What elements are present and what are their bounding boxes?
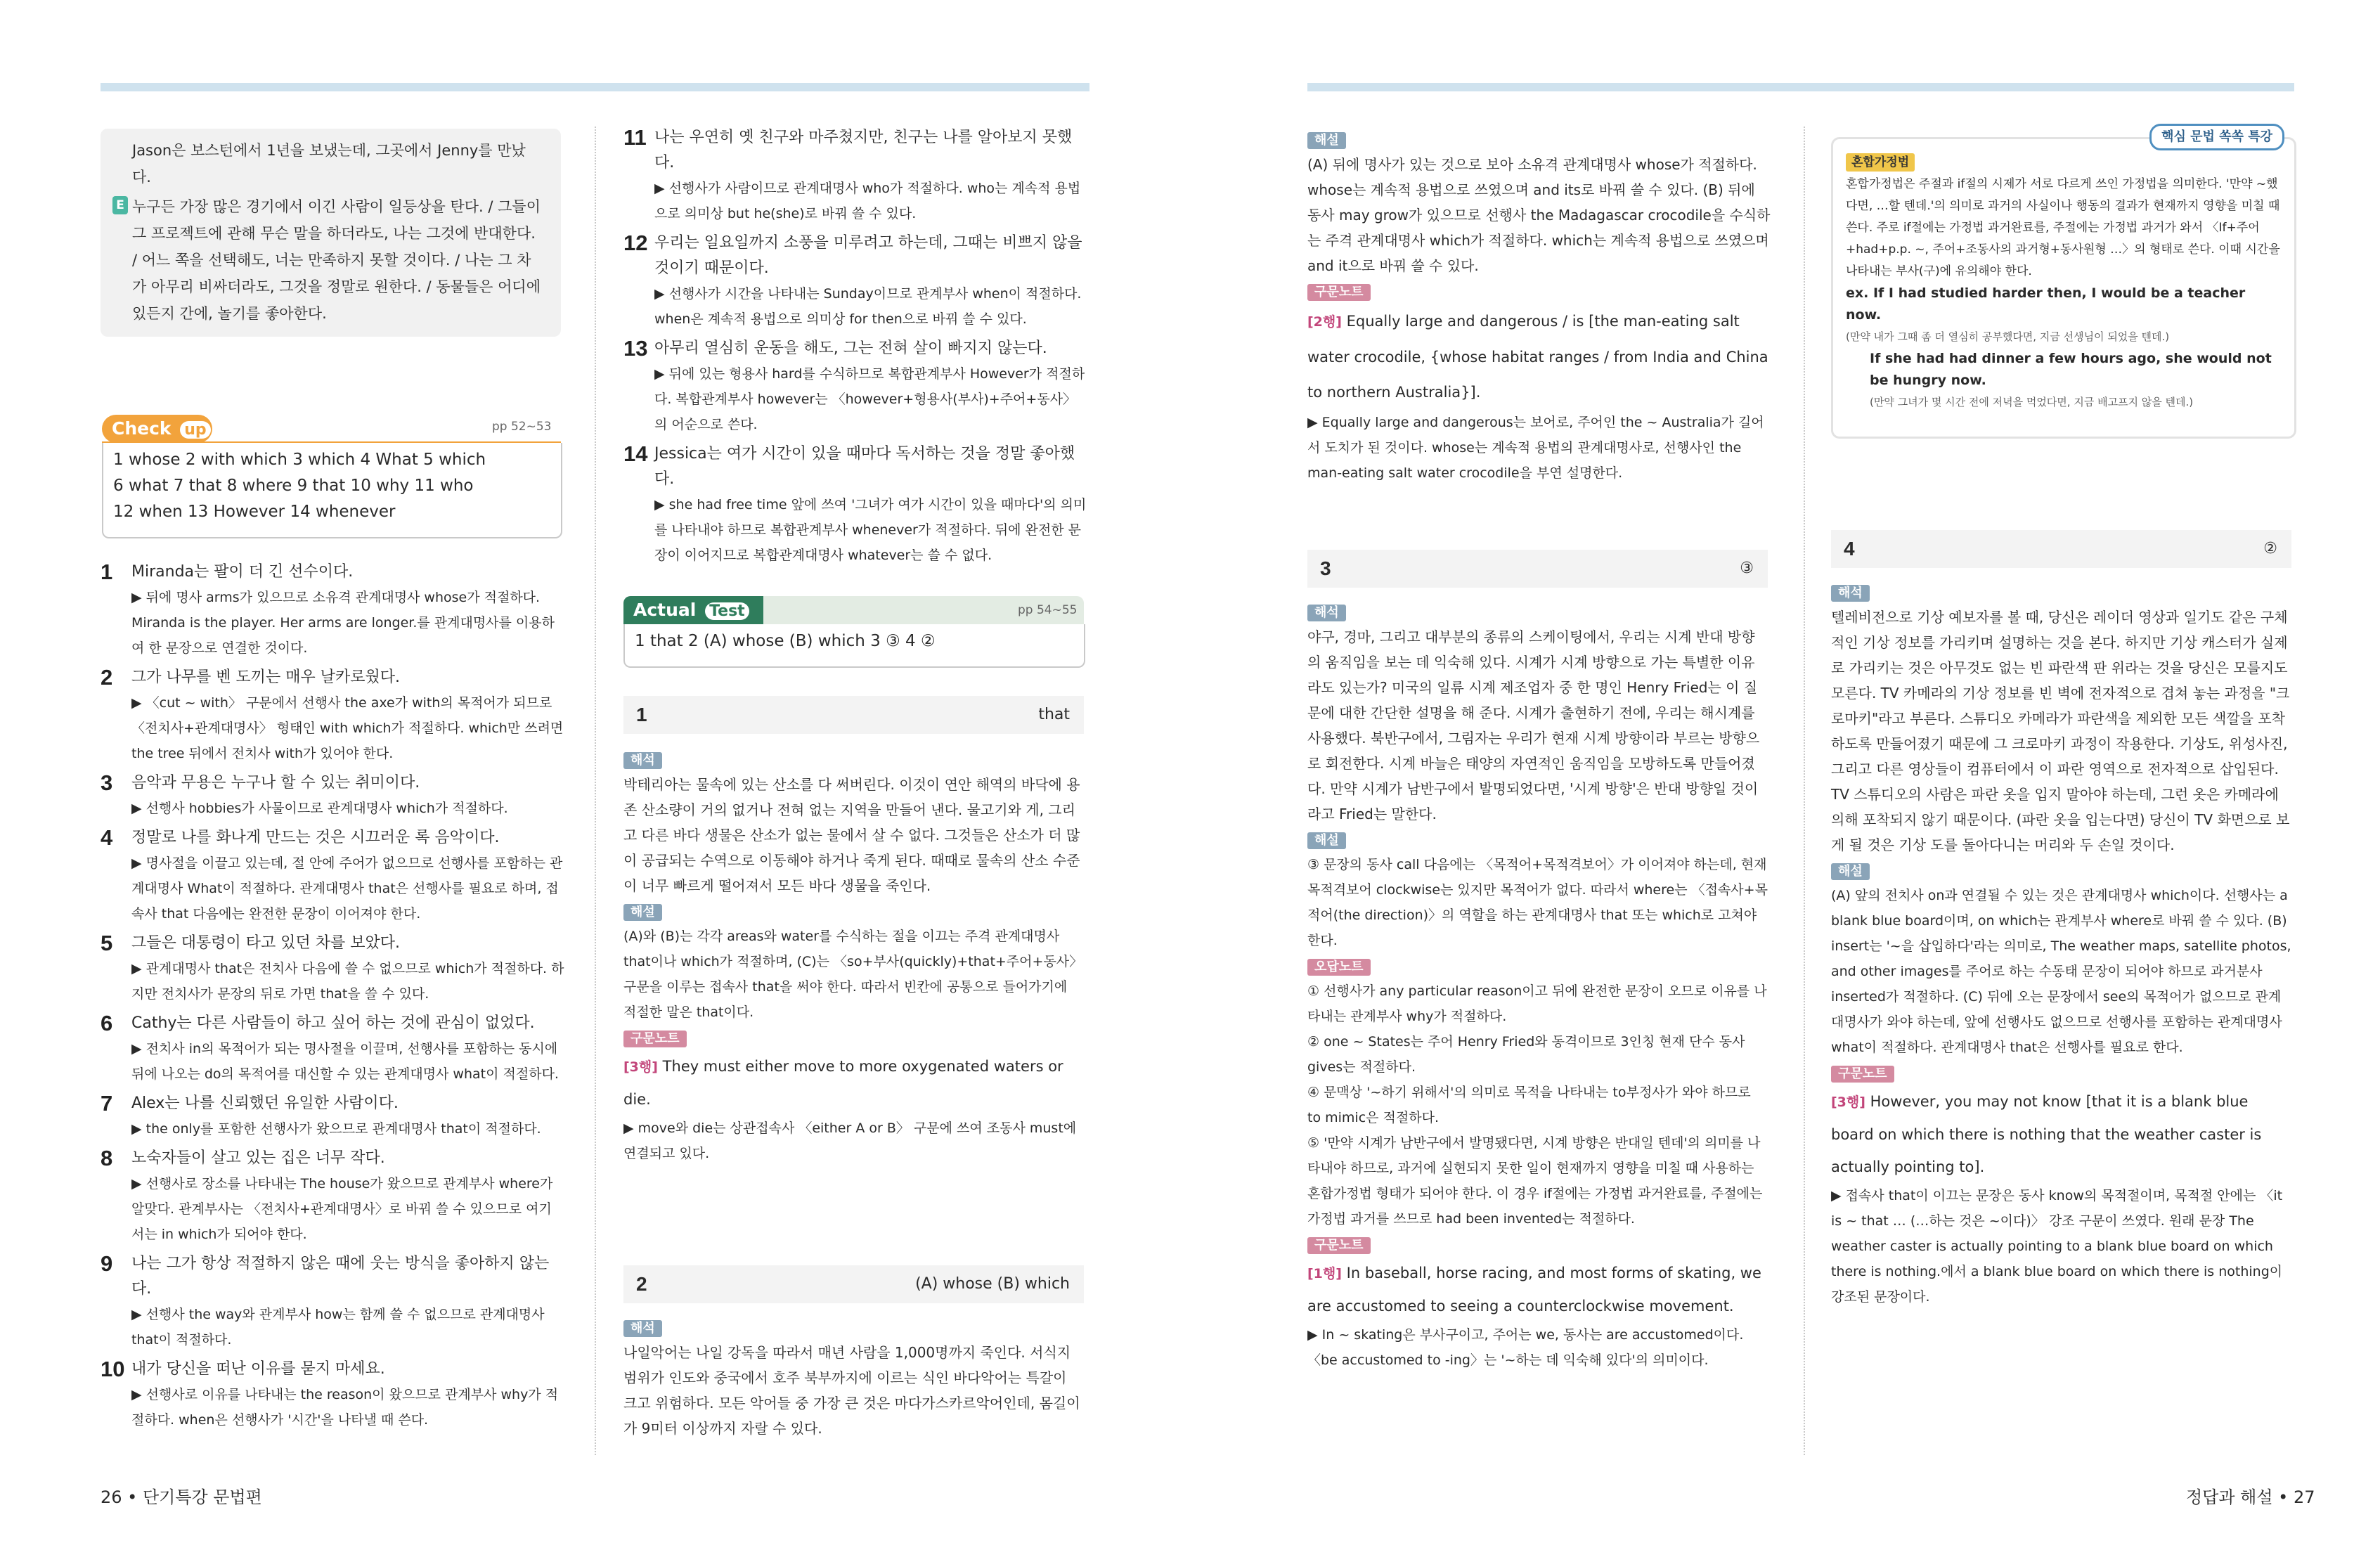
actual-test-pages: pp 54~55 [1018, 603, 1078, 617]
q2-header [623, 1265, 1084, 1303]
left-footer: 26 • 단기특강 문법편 [101, 1487, 262, 1507]
item-12: 12 우리는 일요일까지 소풍을 미루려고 하는데, 그때는 비쁘지 않을 것이기 때문이다. ▶ 선행사가 시간을 나타내는 Sunday이므로 관계부사 when이 적절하다. when은 계속적 용법으로 의미상 for then으로 바꿔 쓸 수 있다. [623, 231, 1082, 327]
q3-number: 3 [1320, 557, 1331, 579]
q3-wrong-1: ① 선행사가 any particular reason이고 뒤에 완전한 문장이 오므로 이유를 나타내는 관계부사 why가 적절하다. [1307, 983, 1767, 1024]
q3-explanation: ③ 문장의 동사 call 다음에는 〈목적어+목적격보어〉가 이어져야 하는데, 현재 목적격보어 clockwise는 있지만 목적어가 없다. 따라서 where는 〈접속사+목적어(the direction)〉의 역할을 하는 관계대명사 that 또는 which로 고쳐야 한다. [1307, 857, 1768, 948]
q2-syntax-num: [2행] [1307, 314, 1342, 330]
q3-syntax-note: ▶ In ~ skating은 부사구이고, 주어는 we, 동사는 are accustomed이다. 〈be accustomed to -ing〉는 '~하는 데 익숙해 있다'의 의미이다. [1307, 1327, 1744, 1368]
q1-syntax-text: They must either move to more oxygenated waters or die. [623, 1058, 1063, 1108]
q1-translation: 박테리아는 물속에 있는 산소를 다 써버린다. 이것이 연안 해역의 바닥에 용존 산소량이 거의 없거나 전혀 없는 지역을 만들어 낸다. 물고기와 게, 그리고 다른 바다 생물은 산소가 없는 물에서 살 수 없다. 그것들은 산소가 더 많이 공급되는 수역으로 이동해야 하거나 죽게 된다. 때때로 물속의 산소 수준이 너무 빠르게 떨어져서 모든 바다 생물을 죽인다. [623, 776, 1080, 894]
actual-test-title-a: Actual [633, 600, 697, 620]
right-column-divider [1804, 127, 1805, 1455]
right-footer: 정답과 해설 • 27 [2186, 1487, 2315, 1507]
q3-translation: 야구, 경마, 그리고 대부분의 종류의 스케이팅에서, 우리는 시계 반대 방향의 움직임을 보는 데 익숙해 있다. 시계가 시계 방향으로 가는 특별한 이유라도 있는가? 미국의 일류 시계 제조업자 중 한 명인 Henry Fried는 이 질문에 대한 간단한 설명을 해 준다. 시계가 출현하기 전에, 우리는 해시계를 사용했다. 북반구에서, 그림자는 우리가 현재 시계 방향이라 부르는 방향으로 회전한다. 시계 바늘은 태양의 자연적인 움직임을 모방하도록 만들어졌다. 만약 시계가 남반구에서 발명되었다면, '시계 방향'은 반대 방향일 것이라고 Fried는 말한다. [1307, 628, 1760, 822]
q4-tag-translation: 해석 [1831, 585, 1870, 602]
q4-answer: ② [2263, 540, 2277, 557]
q4-tag-explanation: 해설 [1831, 863, 1870, 880]
grammar-ex2-translation: (만약 그녀가 몇 시간 전에 저녁을 먹었다면, 지금 배고프지 않을 텐데.) [1870, 396, 2194, 408]
intro-line2 [116, 193, 543, 327]
q1-body [623, 747, 1084, 1166]
item-8: 8 노숙자들이 살고 있는 집은 너무 작다. ▶ 선행사로 장소를 나타내는 The house가 왔으므로 관계부사 where가 알맞다. 관계부사는 〈전치사+관계대명사〉로 바꿔 쓸 수 있으므로 여기서는 in which가 되어야 한다. [101, 1146, 553, 1242]
check-up-answers-line2: 6 what 7 that 8 where 9 that 10 why 11 who [113, 477, 474, 495]
q4-syntax-text: However, you may not know [that it is a blank blue board on which there is nothing that the weather caster is actually pointing to]. [1831, 1093, 2262, 1175]
item-5: 5 그들은 대통령이 타고 있던 차를 보았다. ▶ 관계대명사 that은 전치사 다음에 쓸 수 없으므로 which가 적절하다. 하지만 전치사가 문장의 뒤로 가면 that을 쓸 수 있다. [101, 931, 564, 1002]
grammar-ex2: If she had had dinner a few hours ago, she would not be hungry now. [1870, 351, 2272, 388]
grammar-body: 혼합가정법은 주절과 if절의 시제가 서로 다르게 쓰인 가정법을 의미한다. '만약 ~했다면, …할 텐데.'의 의미로 과거의 사실이나 행동의 결과가 현재까지 영향을 미칠 때 쓴다. 주로 if절에는 가정법 과거완료를, 주절에는 가정법 과거가 와서 〈If+주어+had+p.p. ~, 주어+조동사의 과거형+동사원형 …〉의 형태로 쓴다. 이때 시간을 나타내는 부사(구)에 유의해야 한다. [1846, 177, 2280, 278]
intro-text [116, 137, 543, 330]
item-9: 9 나는 그가 항상 적절하지 않은 때에 웃는 방식을 좋아하지 않는다. ▶ 선행사 the way와 관계부사 how는 함께 쓸 수 없으므로 관계대명사 that이 적절하다. [101, 1251, 550, 1348]
q3-tag-translation: 해석 [1307, 605, 1346, 621]
q2-translation: 나일악어는 나일 강독을 따라서 매년 사람을 1,000명까지 죽인다. 서식지 범위가 인도와 중국에서 호주 북부까지에 이르는 식인 바다악어는 특갈이 크고 위험하다. 모든 악어들 중 가장 큰 것은 마다가스카르악어인데, 몸길이가 9미터 이상까지 자랄 수 있다. [623, 1344, 1080, 1437]
q3-syntax [1307, 1257, 1768, 1322]
item-6: 6 Cathy는 다른 사람들이 하고 싶어 하는 것에 관심이 없었다. ▶ 전치사 in의 목적어가 되는 명사절을 이끌며, 선행사를 포함하는 동시에 뒤에 나오는 do의 목적어를 대신할 수 있는 관계대명사 what이 적절하다. [101, 1011, 559, 1082]
right-top-bar [1307, 83, 2294, 91]
q4-explanation: (A) 앞의 전치사 on과 연결될 수 있는 것은 관계대명사 which이다. 선행사는 a blank blue board이며, on which는 관계부사 where로 바꿔 쓸 수 있다. (B) insert는 '~을 삽입하다'라는 의미로, The weather maps, satellite photos, and other images를 주어로 하는 수동태 문장이 되어야 하므로 과거분사 inserted가 적절하다. (C) 뒤에 오는 문장에서 see의 목적어가 없으므로 관계대명사가 와야 하는데, 앞에 선행사도 없으므로 선행사를 포함하는 관계대명사 what이 적절하다. 관계대명사 that은 선행사를 필요로 한다. [1831, 888, 2291, 1055]
q3-body [1307, 599, 1768, 1373]
q3-wrong-5: ⑤ '만약 시계가 남반구에서 발명됐다면, 시계 방향은 반대일 텐데'의 의미를 나타내야 하므로, 과거에 실현되지 못한 일이 현재까지 영향을 미칠 때 사용하는 혼합가정법 형태가 되어야 한다. 이 경우 if절에는 가정법 과거완료를, 주절에는 가정법 과거를 쓰므로 had been invented는 적절하다. [1307, 1135, 1763, 1227]
actual-test-answers-line: 1 that 2 (A) whose (B) which 3 ③ 4 ② [635, 632, 936, 650]
grammar-badge: 핵심 문법 쏙쏙 특강 [2149, 124, 2284, 150]
q1-number: 1 [636, 704, 647, 725]
item-3: 3 음악과 무용은 누구나 할 수 있는 취미이다. ▶ 선행사 hobbies가 사물이므로 관계대명사 which가 적절하다. [101, 770, 508, 816]
item-10: 10 내가 당신을 떠난 이유를 묻지 마세요. ▶ 선행사로 이유를 나타내는 the reason이 왔으므로 관계부사 why가 적절하다. when은 선행사가 '시간'을 나타낼 때 쓴다. [101, 1357, 559, 1428]
check-up-title-b: up [180, 421, 210, 439]
q3-tag-explanation: 해설 [1307, 832, 1346, 849]
q4-translation: 텔레비전으로 기상 예보자를 볼 때, 당신은 레이더 영상과 일기도 같은 구체적인 기상 정보를 가리키며 설명하는 것을 본다. 하지만 기상 캐스터가 실제로 가리키는 것은 아무것도 없는 빈 파란색 판 위라는 것을 당신은 모를지도 모른다. TV 카메라의 기상 정보를 빈 벽에 전자적으로 겹쳐 놓는 과정을 "크로마키"라고 부른다. 스튜디오 카메라가 파란색을 제외한 모든 색깔을 포착하도록 만들어졌기 때문에 그 크로마키 과정이 작용한다. 기상도, 위성사진, 그리고 다른 영상들이 컴퓨터에서 이 파란 영역으로 전자적으로 삽입된다. TV 스튜디오의 사람은 파란 옷을 입지 말아야 하는데, 그런 옷은 카메라에 의해 포착되지 않기 때문이다. (파란 옷을 입는다면) 당신이 TV 화면으로 보게 될 것은 기상 도를 돌아다니는 머리와 두 손일 것이다. [1831, 609, 2290, 853]
q2-number: 2 [636, 1273, 647, 1295]
check-up-pages: pp 52~53 [492, 420, 552, 434]
q1-header [623, 696, 1084, 734]
grammar-ex1: ex. If I had studied harder then, I would be a teacher now. [1846, 285, 2246, 323]
items-column-b [623, 121, 1087, 568]
q2-body [623, 1315, 1084, 1441]
q3-wrong-4: ④ 문맥상 '~하기 위해서'의 의미로 목적을 나타내는 to부정사가 와야 하므로 to mimic은 적절하다. [1307, 1085, 1751, 1125]
q3-syntax-text: In baseball, horse racing, and most forms of skating, we are accustomed to seeing a counterclockwise movement. [1307, 1265, 1761, 1315]
q2-tag-syntax: 구문노트 [1307, 284, 1371, 301]
left-top-bar [101, 83, 1089, 91]
intro-line1: Jason은 보스턴에서 1년을 보냈는데, 그곳에서 Jenny를 만났다. [132, 142, 526, 186]
actual-test-title-b: Test [705, 602, 749, 620]
item-2: 2 그가 나무를 벤 도끼는 매우 날카로웠다. ▶ 〈cut ~ with〉 구문에서 선행사 the axe가 with의 목적어가 되므로 〈전치사+관계대명사〉 형태인 with which가 적절하다. which만 쓰려면 the tree 뒤에서 전치사 with가 있어야 한다. [101, 665, 564, 761]
check-up-answers [102, 443, 562, 538]
q4-header [1831, 530, 2291, 568]
q4-syntax [1831, 1085, 2291, 1183]
q3-tag-wrong: 오답노트 [1307, 959, 1371, 976]
check-up-title-a: Check [112, 418, 172, 439]
q4-syntax-note: ▶ 접속사 that이 이끄는 문장은 동사 know의 목적절이며, 목적절 안에는 〈it is ~ that … (…하는 것은 ~이다)〉 강조 구문이 쓰였다. 원래 문장 The weather caster is actually pointing to a blank blue board on which there is nothing.에서 a blank blue board on which there is nothing이 강조된 문장이다. [1831, 1188, 2283, 1305]
q4-number: 4 [1844, 538, 1855, 560]
actual-test-answers [623, 624, 1085, 668]
q1-tag-syntax: 구문노트 [623, 1031, 687, 1047]
check-up-title [102, 415, 212, 443]
items-column-a [101, 555, 564, 1433]
item-14: 14 Jessica는 여가 시간이 있을 때마다 독서하는 것을 정말 좋아했다. ▶ she had free time 앞에 쓰여 '그녀가 여가 시간이 있을 때마다'의 의미를 나타내야 하므로 복합관계부사 whenever가 적절하다. 뒤에 완전한 문장이 이어지므로 복합관계대명사 whatever는 쓸 수 없다. [623, 441, 1087, 563]
item-7: 7 Alex는 나를 신뢰했던 유일한 사람이다. ▶ the only를 포함한 선행사가 왔으므로 관계대명사 that이 적절하다. [101, 1091, 541, 1137]
item-1: 1 Miranda는 팔이 더 긴 선수이다. ▶ 뒤에 명사 arms가 있으므로 소유격 관계대명사 whose가 적절하다. Miranda is the player. Her arms are longer.를 관계대명사를 이용하여 한 문장으로 연결한 것이다. [101, 560, 555, 656]
grammar-box [1831, 129, 2296, 439]
grammar-label: 혼합가정법 [1846, 153, 1915, 172]
q4-tag-syntax: 구문노트 [1831, 1066, 1894, 1083]
check-up-answers-line3: 12 when 13 However 14 whenever [113, 503, 396, 521]
q3-syntax-num: [1행] [1307, 1266, 1342, 1281]
q3-wrong-2: ② one ~ States는 주어 Henry Fried와 동격이므로 3인칭 현재 단수 동사 gives는 적절하다. [1307, 1034, 1745, 1075]
grammar-ex1-translation: (만약 내가 그때 좀 더 열심히 공부했다면, 지금 선생님이 되었을 텐데.) [1846, 330, 2170, 343]
q4-body [1831, 579, 2291, 1310]
actual-test-title [623, 596, 763, 624]
item-11: 11 나는 우연히 옛 친구와 마주쳤지만, 친구는 나를 알아보지 못했다. ▶ 선행사가 사람이므로 관계대명사 who가 적절하다. who는 계속적 용법으로 의미상 but he(she)로 바꿔 쓸 수 있다. [623, 125, 1081, 221]
q3-tag-syntax: 구문노트 [1307, 1237, 1371, 1254]
q2-continued [1307, 127, 1771, 486]
q2-answer: (A) whose (B) which [915, 1275, 1070, 1293]
e-badge: E [112, 196, 128, 214]
q2-tag-translation: 해석 [623, 1320, 662, 1337]
intro-line2-text: 누구든 가장 많은 경기에서 이긴 사람이 일등상을 탄다. / 그들이 그 프로젝트에 관해 무슨 말을 하더라도, 나는 그것에 반대한다. / 어느 쪽을 선택해도, 너는 만족하지 못할 것이다. / 나는 그 차가 아무리 비싸더라도, 그것을 정말로 원한다. / 동물들은 어디에 있든지 간에, 놀기를 좋아한다. [132, 198, 541, 322]
q2-syntax [1307, 304, 1771, 410]
q1-syntax-num: [3행] [623, 1059, 658, 1075]
q1-answer: that [1038, 706, 1070, 723]
q2-tag-explanation: 해설 [1307, 132, 1346, 149]
q2-syntax-text: Equally large and dangerous / is [the man-eating salt water crocodile, {whose habitat ranges / from India and China to northern Australia}]. [1307, 313, 1768, 401]
q1-explanation: (A)와 (B)는 각각 areas와 water를 수식하는 절을 이끄는 주격 관계대명사 that이나 which가 적절하며, (C)는 〈so+부사(quickly)+that+주어+동사〉 구문을 이루는 접속사 that을 써야 한다. 따라서 빈칸에 공통으로 들어가기에 적절한 말은 that이다. [623, 929, 1083, 1020]
item-13: 13 아무리 열심히 운동을 해도, 그는 전혀 살이 빠지지 않는다. ▶ 뒤에 있는 형용사 hard를 수식하므로 복합관계부사 However가 적절하다. 복합관계부사 however는 〈however+형용사(부사)+주어+동사〉의 어순으로 쓴다. [623, 336, 1085, 432]
item-4: 4 정말로 나를 화나게 만드는 것은 시끄러운 록 음악이다. ▶ 명사절을 이끌고 있는데, 절 안에 주어가 없으므로 선행사를 포함하는 관계대명사 What이 적절하다. 관계대명사 that은 선행사를 필요로 하며, 접속사 that 다음에는 완전한 문장이 이어져야 한다. [101, 825, 563, 922]
q1-tag-explanation: 해설 [623, 904, 662, 921]
q2-syntax-note: ▶ Equally large and dangerous는 보어로, 주어인 the ~ Australia가 길어서 도치가 된 것이다. whose는 계속적 용법의 관계대명사로, 선행사인 the man-eating salt water crocodile을 부연 설명한다. [1307, 415, 1764, 481]
q4-syntax-num: [3행] [1831, 1094, 1865, 1110]
q1-tag-translation: 해석 [623, 752, 662, 769]
q3-answer: ③ [1740, 560, 1754, 577]
left-column-divider [595, 127, 596, 1455]
q1-syntax-note: ▶ move와 die는 상관접속사 〈either A or B〉 구문에 쓰여 조동사 must에 연결되고 있다. [623, 1120, 1077, 1161]
q1-syntax [623, 1050, 1084, 1116]
q2-explanation: (A) 뒤에 명사가 있는 것으로 보아 소유격 관계대명사 whose가 적절하다. whose는 계속적 용법으로 쓰였으며 and its로 바꿔 쓸 수 있다. (B) 뒤에 동사 may grow가 있으므로 선행사 the Madagascar crocodile을 수식하는 주격 관계대명사 which가 적절하다. which는 계속적 용법으로 쓰였으며 and it으로 바꿔 쓸 수 있다. [1307, 156, 1771, 274]
q3-header [1307, 550, 1768, 588]
check-up-answers-line1: 1 whose 2 with which 3 which 4 What 5 which [113, 451, 486, 469]
